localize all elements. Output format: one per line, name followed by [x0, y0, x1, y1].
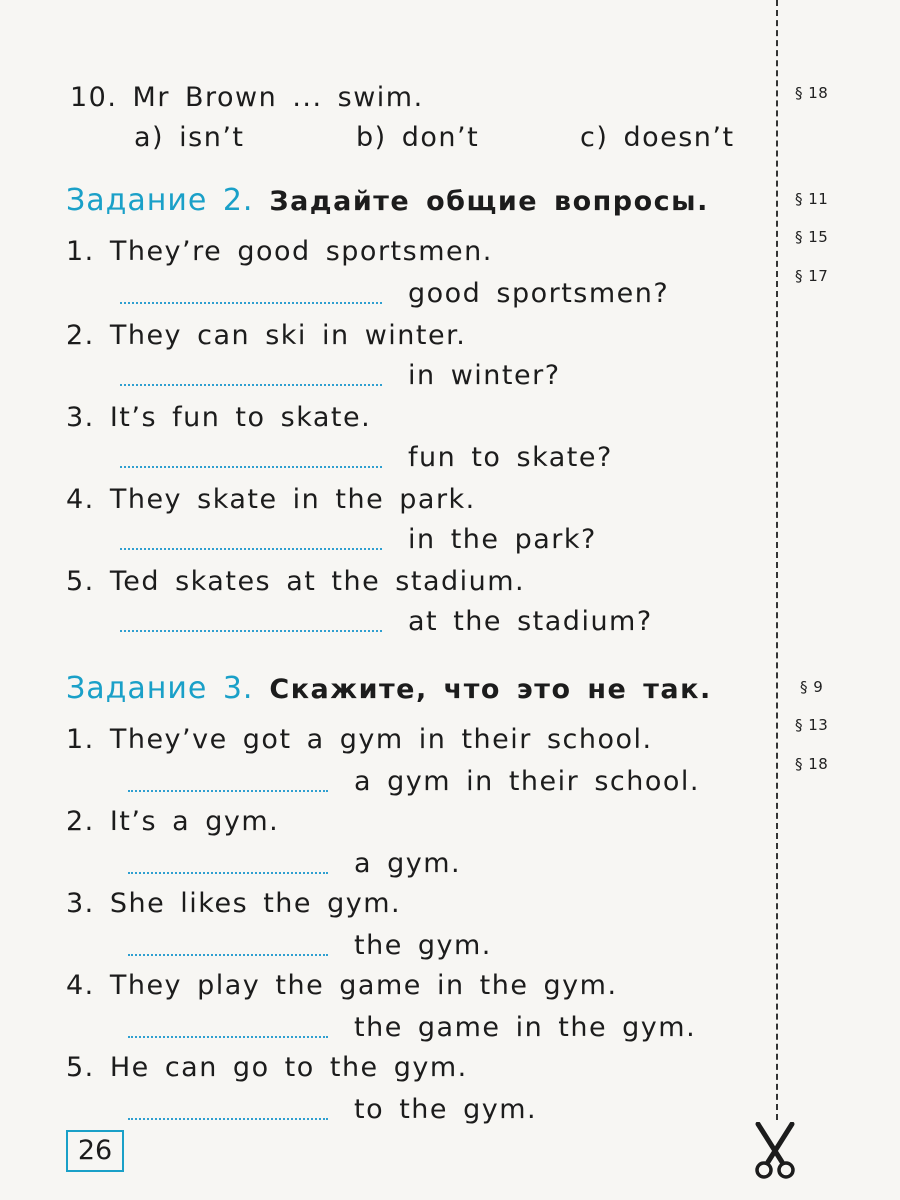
section-ref: § 11: [795, 190, 829, 208]
answer-blank[interactable]: [120, 630, 382, 632]
task3-instruction: Скажите, что это не так.: [269, 674, 712, 705]
section-ref: § 13: [795, 716, 829, 734]
task3-label: Задание 3.: [66, 671, 254, 706]
answer-blank[interactable]: [120, 548, 382, 550]
task2-sentence-5: 5. Ted skates at the stadium.: [66, 566, 526, 597]
task2-sentence-2: 2. They can ski in winter.: [66, 320, 467, 351]
task3-sentence-2: 2. It’s a gym.: [66, 806, 280, 837]
task2-tail-2: in winter?: [408, 360, 561, 391]
answer-blank[interactable]: [120, 302, 382, 304]
section-ref: § 9: [800, 678, 824, 696]
answer-blank[interactable]: [128, 1036, 328, 1038]
answer-blank[interactable]: [120, 384, 382, 386]
answer-blank[interactable]: [128, 790, 328, 792]
item-10-question: 10. Mr Brown ... swim.: [70, 82, 424, 113]
task3-tail-5: to the gym.: [354, 1094, 538, 1125]
task2-tail-5: at the stadium?: [408, 606, 653, 637]
task2-tail-1: good sportsmen?: [408, 278, 670, 309]
answer-blank[interactable]: [128, 954, 328, 956]
answer-blank[interactable]: [128, 872, 328, 874]
section-ref: § 18: [795, 84, 829, 102]
task3-tail-1: a gym in their school.: [354, 766, 700, 797]
section-ref: § 18: [795, 755, 829, 773]
task2-instruction: Задайте общие вопросы.: [269, 186, 709, 217]
task2-sentence-1: 1. They’re good sportsmen.: [66, 236, 493, 267]
task3-heading: [66, 671, 712, 706]
task3-sentence-1: 1. They’ve got a gym in their school.: [66, 724, 653, 755]
task2-label: Задание 2.: [66, 183, 254, 218]
option-c: c) doesn’t: [580, 122, 735, 153]
task2-tail-3: fun to skate?: [408, 442, 613, 473]
task3-tail-4: the game in the gym.: [354, 1012, 697, 1043]
task3-sentence-4: 4. They play the game in the gym.: [66, 970, 618, 1001]
section-ref: § 17: [795, 267, 829, 285]
task2-tail-4: in the park?: [408, 524, 597, 555]
section-ref: § 15: [795, 228, 829, 246]
task3-tail-2: a gym.: [354, 848, 462, 879]
task2-sentence-3: 3. It’s fun to skate.: [66, 402, 372, 433]
option-b: b) don’t: [356, 122, 480, 153]
scissors-icon: [748, 1122, 802, 1180]
task3-sentence-3: 3. She likes the gym.: [66, 888, 402, 919]
answer-blank[interactable]: [120, 466, 382, 468]
task3-sentence-5: 5. He can go to the gym.: [66, 1052, 468, 1083]
task2-heading: [66, 183, 709, 218]
page-number: 26: [66, 1130, 124, 1172]
cut-line: [776, 0, 778, 1120]
answer-blank[interactable]: [128, 1118, 328, 1120]
task3-tail-3: the gym.: [354, 930, 492, 961]
task2-sentence-4: 4. They skate in the park.: [66, 484, 476, 515]
option-a: a) isn’t: [134, 122, 245, 153]
